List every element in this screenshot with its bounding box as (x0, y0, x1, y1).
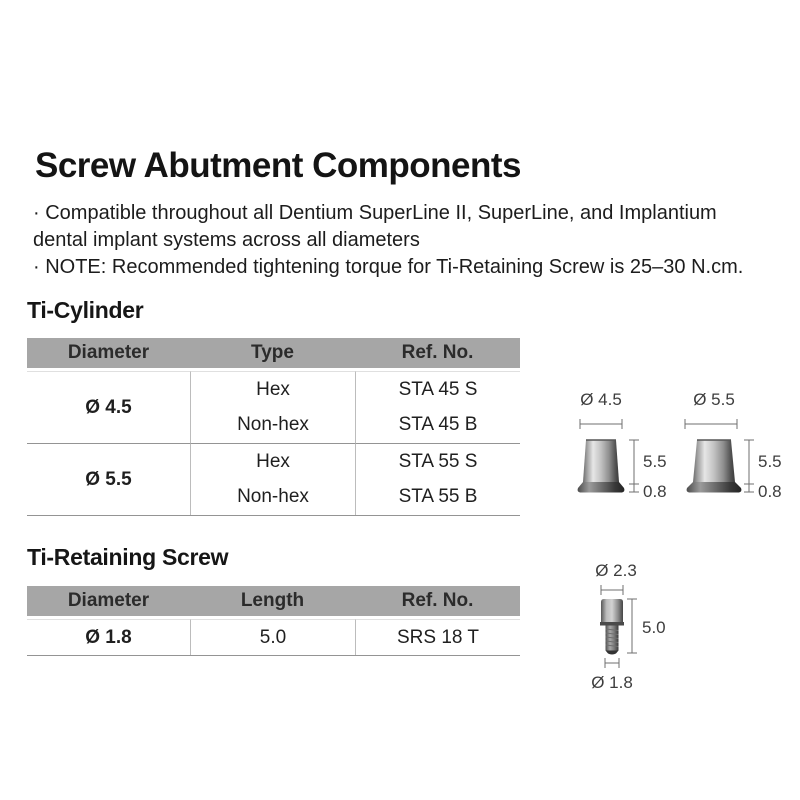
diameter-cell: Ø 4.5 (27, 371, 190, 443)
length-dimension-line (627, 599, 637, 653)
length-cell: 5.0 (190, 619, 355, 655)
ref-no-cell: SRS 18 T (355, 619, 520, 655)
collar-dimension-label: 0.8 (758, 482, 782, 501)
column-header-type: Type (190, 338, 355, 371)
diameter-cell: Ø 1.8 (27, 619, 190, 655)
height-dimension-label: 5.5 (643, 452, 667, 471)
ti-retaining-screw-diagram (585, 556, 710, 696)
height-dimension-line (629, 440, 639, 492)
type-cell: Non-hex (190, 407, 355, 443)
length-dimension-label: 5.0 (642, 618, 666, 637)
thread-diameter-dimension-label: Ø 1.8 (591, 673, 633, 692)
diameter-dimension-label: Ø 5.5 (693, 390, 735, 409)
table-row (27, 443, 520, 479)
head-width-dimension-line (601, 585, 623, 595)
description-line: · NOTE: Recommended tightening torque for Ti-Retaining Screw is 25–30 N.cm. (33, 256, 744, 278)
ti-cylinder-55-diagram (676, 388, 800, 513)
type-cell: Hex (190, 443, 355, 479)
thread-width-dimension-line (605, 658, 619, 668)
column-header-ref-no: Ref. No. (355, 338, 520, 371)
section-heading-ti-retaining-screw: Ti-Retaining Screw (27, 544, 229, 570)
height-dimension-label: 5.5 (758, 452, 782, 471)
ref-no-cell: STA 55 B (355, 479, 520, 515)
ti-cylinder-table (27, 338, 520, 516)
type-cell: Non-hex (190, 479, 355, 515)
section-heading-ti-cylinder: Ti-Cylinder (27, 297, 144, 323)
column-header-diameter: Diameter (27, 586, 190, 619)
column-header-diameter: Diameter (27, 338, 190, 371)
description (33, 200, 783, 281)
ref-no-cell: STA 55 S (355, 443, 520, 479)
table-row (27, 619, 520, 655)
description-line: · Compatible throughout all Dentium SuperLine II, SuperLine, and Implantium (33, 202, 717, 224)
ti-retaining-screw-table (27, 586, 520, 656)
page-title: Screw Abutment Components (35, 146, 521, 185)
width-dimension-line (685, 419, 737, 429)
column-header-length: Length (190, 586, 355, 619)
screw-drawing (600, 599, 624, 655)
description-line: dental implant systems across all diameters (33, 229, 420, 251)
type-cell: Hex (190, 371, 355, 407)
table-row (27, 371, 520, 407)
diameter-dimension-label: Ø 4.5 (580, 390, 622, 409)
cylinder-drawing (687, 440, 742, 493)
table-header-row (27, 338, 520, 371)
diameter-cell: Ø 5.5 (27, 443, 190, 515)
width-dimension-line (580, 419, 622, 429)
column-header-ref-no: Ref. No. (355, 586, 520, 619)
cylinder-drawing (578, 440, 625, 493)
table-header-row (27, 586, 520, 619)
ref-no-cell: STA 45 B (355, 407, 520, 443)
ref-no-cell: STA 45 S (355, 371, 520, 407)
collar-dimension-label: 0.8 (643, 482, 667, 501)
head-diameter-dimension-label: Ø 2.3 (595, 561, 637, 580)
height-dimension-line (744, 440, 754, 492)
ti-cylinder-45-diagram (568, 388, 683, 513)
